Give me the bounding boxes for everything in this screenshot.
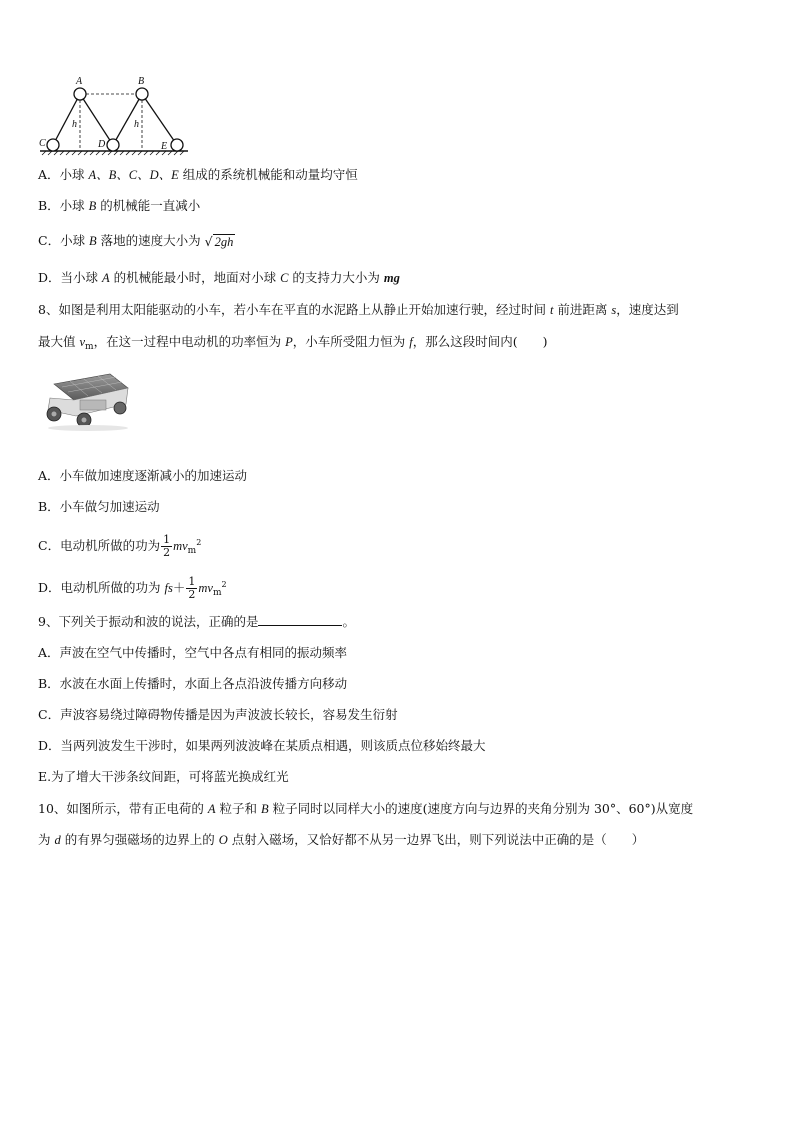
q8-l1-a: 8、如图是利用太阳能驱动的小车，若小车在平直的水泥路上从静止开始加速行驶，经过时间 — [38, 302, 550, 317]
q8-stem-line2 — [38, 333, 547, 356]
q7-b-ball: B — [88, 199, 97, 213]
q7-c-ball: B — [89, 234, 97, 248]
q7-a-suffix: 组成的系统机械能和动量均守恒 — [178, 167, 358, 182]
q10-l2-a: 为 — [38, 832, 55, 847]
q10-l1-B: B — [260, 802, 269, 816]
q9-option-e: E.为了增大干涉条纹间距，可将蓝光换成红光 — [38, 769, 289, 784]
label-c: C — [39, 138, 46, 149]
q8-d-sup: 2 — [221, 580, 227, 589]
q8-l2-c: ，小车所受阻力恒为 — [292, 334, 410, 349]
label-h2: h — [134, 119, 139, 130]
q7-d-value: mg — [383, 271, 400, 285]
q8-c-prefix: C．电动机所做的功为 — [38, 538, 161, 553]
q10-stem-line2 — [38, 831, 644, 849]
q10-l1-A: A — [207, 802, 216, 816]
q8-l1-c: ，速度达到 — [616, 302, 679, 317]
ball-b — [136, 88, 148, 100]
q10-stem-line1 — [38, 800, 693, 818]
fraction-den: 2 — [163, 546, 171, 559]
q7-a-balls: A、B、C、D、E — [88, 168, 179, 182]
q10-l2-O: O — [218, 833, 228, 847]
q9-option-a: A．声波在空气中传播时，空气中各点有相同的振动频率 — [38, 645, 348, 660]
q10-l1-c: 粒子同时以同样大小的速度(速度方向与边界的夹角分别为 30°、60°)从宽度 — [268, 801, 694, 816]
q8-d-expr: mv — [198, 581, 213, 595]
q7-a-prefix: A．小球 — [38, 167, 89, 182]
q8-c-sub: m — [187, 546, 197, 556]
q9-option-d: D．当两列波发生干涉时，如果两列波波峰在某质点相遇，则该质点位移始终最大 — [38, 738, 486, 753]
q8-l2-v: v — [79, 335, 86, 349]
q10-l2-b: 的有界匀强磁场的边界上的 — [60, 832, 219, 847]
q9-option-b: B．水波在水面上传播时，水面上各点沿波传播方向移动 — [38, 676, 348, 691]
label-a: A — [76, 76, 83, 87]
label-h1: h — [72, 119, 77, 130]
q7-option-a — [38, 166, 358, 184]
q8-option-d — [38, 576, 227, 602]
q10-l1-a: 10、如图所示，带有正电荷的 — [38, 801, 208, 816]
q7-option-b — [38, 197, 200, 215]
q10-l2-d: d — [54, 833, 61, 847]
q8-l1-s: s — [611, 303, 617, 317]
q7-option-d — [38, 269, 400, 287]
q8-l2-p: P — [285, 335, 293, 349]
q8-d-fs: fs — [164, 581, 173, 595]
q8-l2-vsub: m — [85, 342, 94, 352]
q7-d-mid2: 的支持力大小为 — [288, 270, 384, 285]
q7-c-mid: 落地的速度大小为 — [96, 233, 205, 248]
fraction-half — [186, 576, 197, 601]
q7-d-ball-c: C — [280, 271, 289, 285]
q7-c-prefix: C．小球 — [38, 233, 90, 248]
q8-l1-b: 前进距离 — [553, 302, 612, 317]
q8-stem-line1 — [38, 301, 679, 319]
q7-b-suffix: 的机械能一直减小 — [96, 198, 201, 213]
q8-option-c — [38, 534, 201, 560]
sqrt-radicand: 2gh — [214, 234, 234, 249]
q8-l2-a: 最大值 — [38, 334, 80, 349]
q8-l2-b: ，在这一过程中电动机的功率恒为 — [93, 334, 286, 349]
ball-a — [74, 88, 86, 100]
q7-d-prefix: D．当小球 — [38, 270, 102, 285]
q8-c-expr: mv — [173, 539, 188, 553]
ball-c — [47, 139, 59, 151]
q8-option-a: A．小车做加速度逐渐减小的加速运动 — [38, 468, 248, 483]
ball-d — [107, 139, 119, 151]
q9-stem — [38, 613, 355, 631]
q8-l2-d: ，那么这段时间内( ) — [412, 334, 548, 349]
q7-figure — [36, 74, 192, 158]
label-b: B — [138, 76, 145, 87]
q9-option-c: C．声波容易绕过障碍物传播是因为声波波长较长，容易发生衍射 — [38, 707, 398, 722]
sqrt-expression: √ 2gh — [204, 233, 234, 249]
q10-l1-b: 粒子和 — [215, 801, 261, 816]
q8-l1-t: t — [549, 303, 554, 317]
q9-stem-end: 。 — [342, 614, 355, 629]
q10-l2-c: 点射入磁场，又恰好都不从另一边界飞出，则下列说法中正确的是（ ） — [227, 832, 645, 847]
ball-e — [171, 139, 183, 151]
q7-d-mid: 的机械能最小时，地面对小球 — [109, 270, 281, 285]
q8-c-sup: 2 — [196, 538, 202, 547]
fraction-den: 2 — [188, 588, 196, 601]
q7-b-prefix: B．小球 — [38, 198, 89, 213]
label-d: D — [98, 139, 106, 150]
label-e: E — [161, 141, 168, 152]
fraction-num: 1 — [163, 533, 171, 546]
q7-option-c — [38, 232, 235, 251]
q8-option-b: B．小车做匀加速运动 — [38, 499, 160, 514]
q8-d-plus: ＋ — [172, 580, 186, 595]
q8-d-sub: m — [212, 588, 222, 598]
answer-blank — [258, 613, 342, 626]
solar-car-image — [40, 370, 132, 432]
fraction-half — [161, 534, 172, 559]
q9-stem-text: 9、下列关于振动和波的说法，正确的是 — [38, 614, 259, 629]
q8-d-prefix: D．电动机所做的功为 — [38, 580, 165, 595]
q7-d-ball-a: A — [102, 271, 110, 285]
q8-l2-f: f — [409, 335, 413, 349]
fraction-num: 1 — [188, 575, 196, 588]
